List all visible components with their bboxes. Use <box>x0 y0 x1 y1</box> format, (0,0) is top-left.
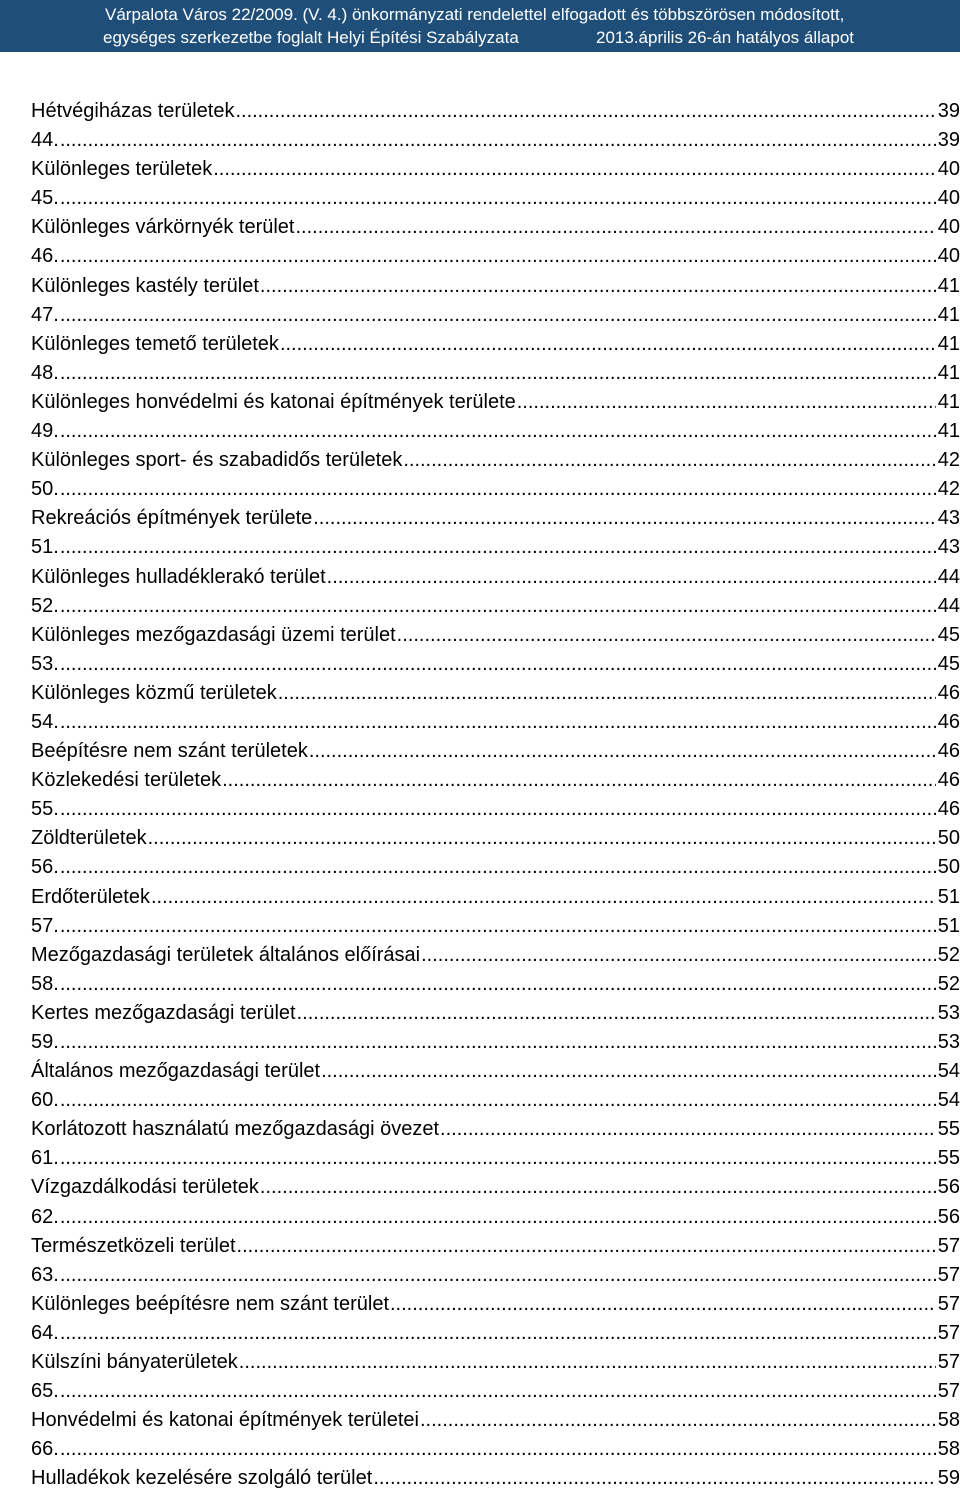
toc-dot-leader <box>60 970 936 999</box>
toc-entry[interactable] <box>31 621 960 650</box>
toc-entry[interactable] <box>31 417 960 446</box>
toc-entry[interactable] <box>31 1173 960 1202</box>
toc-entry-label: 48. <box>31 361 59 384</box>
header-subtitle: egységes szerkezetbe foglalt Helyi Építési Szabályzata <box>103 28 519 47</box>
toc-entry-label: 64. <box>31 1321 59 1344</box>
toc-entry-label: Különleges temető területek <box>31 332 279 355</box>
toc-entry[interactable] <box>31 853 960 882</box>
toc-dot-leader <box>327 563 936 592</box>
toc-entry-page-number: 50 <box>937 827 960 850</box>
toc-entry[interactable] <box>31 301 960 330</box>
toc-entry[interactable] <box>31 1377 960 1406</box>
toc-entry-label: 65. <box>31 1380 59 1403</box>
toc-entry-page-number: 58 <box>937 1438 960 1461</box>
toc-entry-label: 61. <box>31 1147 59 1170</box>
toc-entry-label: 62. <box>31 1205 59 1228</box>
toc-dot-leader <box>60 1028 936 1057</box>
toc-entry-page-number: 57 <box>937 1321 960 1344</box>
toc-dot-leader <box>60 301 936 330</box>
toc-entry[interactable] <box>31 941 960 970</box>
toc-dot-leader <box>239 1348 936 1377</box>
toc-dot-leader <box>60 853 936 882</box>
toc-entry-label: 63. <box>31 1263 59 1286</box>
toc-entry-page-number: 46 <box>937 798 960 821</box>
toc-entry-page-number: 46 <box>937 710 960 733</box>
toc-entry[interactable] <box>31 1086 960 1115</box>
toc-entry-page-number: 41 <box>937 332 960 355</box>
toc-entry[interactable] <box>31 912 960 941</box>
toc-entry[interactable] <box>31 359 960 388</box>
toc-entry-label: 57. <box>31 914 59 937</box>
toc-entry[interactable] <box>31 1464 960 1493</box>
toc-dot-leader <box>213 155 936 184</box>
toc-entry[interactable] <box>31 563 960 592</box>
toc-entry-label: 52. <box>31 594 59 617</box>
toc-entry-page-number: 50 <box>937 856 960 879</box>
toc-entry[interactable] <box>31 1115 960 1144</box>
toc-entry[interactable] <box>31 795 960 824</box>
toc-entry[interactable] <box>31 650 960 679</box>
toc-entry-label: 66. <box>31 1438 59 1461</box>
toc-dot-leader <box>260 272 936 301</box>
toc-entry-label: 45. <box>31 187 59 210</box>
toc-dot-leader <box>60 912 936 941</box>
toc-entry-page-number: 56 <box>937 1205 960 1228</box>
toc-entry-label: Közlekedési területek <box>31 769 222 792</box>
toc-entry[interactable] <box>31 1290 960 1319</box>
toc-dot-leader <box>517 388 936 417</box>
toc-entry-label: Vízgazdálkodási területek <box>31 1176 259 1199</box>
header-line-2 <box>0 26 960 49</box>
toc-dot-leader <box>440 1115 936 1144</box>
toc-entry-page-number: 46 <box>937 681 960 704</box>
toc-dot-leader <box>60 1319 936 1348</box>
toc-entry-label: Hétvégiházas területek <box>31 100 235 122</box>
toc-entry-label: 58. <box>31 972 59 995</box>
toc-entry-page-number: 52 <box>937 972 960 995</box>
toc-entry-page-number: 41 <box>937 390 960 413</box>
toc-entry-label: 44. <box>31 129 59 152</box>
toc-dot-leader <box>295 213 935 242</box>
toc-entry-page-number: 42 <box>937 478 960 501</box>
toc-entry-page-number: 46 <box>937 769 960 792</box>
toc-dot-leader <box>60 1086 936 1115</box>
toc-entry-page-number: 51 <box>937 885 960 908</box>
toc-dot-leader <box>60 126 936 155</box>
toc-entry[interactable] <box>31 388 960 417</box>
toc-entry-label: Zöldterületek <box>31 827 147 850</box>
toc-entry-page-number: 59 <box>937 1467 960 1490</box>
toc-entry-label: 47. <box>31 303 59 326</box>
toc-dot-leader <box>235 97 935 126</box>
toc-entry-page-number: 41 <box>937 361 960 384</box>
toc-entry-page-number: 44 <box>937 565 960 588</box>
toc-entry[interactable] <box>31 475 960 504</box>
toc-entry-label: Kertes mezőgazdasági terület <box>31 1001 296 1024</box>
toc-dot-leader <box>60 795 936 824</box>
table-of-contents <box>31 97 960 1494</box>
toc-dot-leader <box>60 1261 936 1290</box>
toc-entry-page-number: 56 <box>937 1176 960 1199</box>
toc-dot-leader <box>151 883 936 912</box>
toc-entry-page-number: 57 <box>937 1234 960 1257</box>
toc-entry[interactable] <box>31 330 960 359</box>
toc-entry-label: Mezőgazdasági területek általános előírásai <box>31 943 421 966</box>
toc-entry[interactable] <box>31 272 960 301</box>
toc-dot-leader <box>60 475 936 504</box>
toc-entry[interactable] <box>31 883 960 912</box>
toc-entry[interactable] <box>31 1435 960 1464</box>
toc-entry[interactable] <box>31 679 960 708</box>
toc-entry-page-number: 40 <box>937 158 960 181</box>
toc-entry-label: 50. <box>31 478 59 501</box>
toc-entry-label: Különleges hulladéklerakó terület <box>31 565 326 588</box>
toc-entry[interactable] <box>31 766 960 795</box>
toc-entry[interactable] <box>31 126 960 155</box>
toc-dot-leader <box>60 1203 936 1232</box>
toc-entry[interactable] <box>31 155 960 184</box>
toc-entry-page-number: 45 <box>937 652 960 675</box>
header-title: Várpalota Város 22/2009. (V. 4.) önkormányzati rendelettel elfogadott és többszörösen módosított, <box>105 5 845 24</box>
toc-entry-label: Hulladékok kezelésére szolgáló terület <box>31 1467 373 1490</box>
toc-dot-leader <box>420 1406 936 1435</box>
toc-entry-page-number: 41 <box>937 303 960 326</box>
toc-entry-page-number: 46 <box>937 740 960 763</box>
toc-entry[interactable] <box>31 184 960 213</box>
toc-entry[interactable] <box>31 1028 960 1057</box>
toc-entry-page-number: 39 <box>937 100 960 122</box>
toc-entry-page-number: 43 <box>937 507 960 530</box>
toc-entry[interactable] <box>31 999 960 1028</box>
toc-entry-label: Rekreációs építmények területe <box>31 507 313 530</box>
toc-entry-page-number: 40 <box>937 245 960 268</box>
toc-entry-label: Erdőterületek <box>31 885 150 908</box>
toc-dot-leader <box>60 1144 936 1173</box>
toc-entry-page-number: 40 <box>937 216 960 239</box>
toc-entry-label: Korlátozott használatú mezőgazdasági övezet <box>31 1118 440 1141</box>
toc-dot-leader <box>148 824 936 853</box>
toc-dot-leader <box>390 1290 936 1319</box>
toc-entry-label: Külszíni bányaterületek <box>31 1351 238 1374</box>
toc-dot-leader <box>421 941 936 970</box>
toc-entry[interactable] <box>31 1348 960 1377</box>
toc-entry-page-number: 43 <box>937 536 960 559</box>
toc-entry-page-number: 40 <box>937 187 960 210</box>
toc-entry-page-number: 55 <box>937 1147 960 1170</box>
toc-entry-page-number: 44 <box>937 594 960 617</box>
toc-entry-label: Különleges mezőgazdasági üzemi terület <box>31 623 396 646</box>
toc-dot-leader <box>403 446 935 475</box>
toc-entry[interactable] <box>31 97 960 126</box>
toc-entry-label: Különleges várkörnyék terület <box>31 216 295 239</box>
toc-entry-label: Különleges közmű területek <box>31 681 277 704</box>
toc-entry[interactable] <box>31 970 960 999</box>
toc-dot-leader <box>60 184 936 213</box>
toc-entry-label: Különleges kastély terület <box>31 274 259 297</box>
toc-entry-label: 51. <box>31 536 59 559</box>
toc-entry-page-number: 57 <box>937 1292 960 1315</box>
toc-entry-label: 55. <box>31 798 59 821</box>
toc-dot-leader <box>60 417 936 446</box>
toc-dot-leader <box>60 359 936 388</box>
toc-entry-label: 46. <box>31 245 59 268</box>
toc-entry-page-number: 52 <box>937 943 960 966</box>
toc-dot-leader <box>280 330 936 359</box>
header-line-1 <box>0 3 960 26</box>
toc-entry-label: 56. <box>31 856 59 879</box>
toc-entry[interactable] <box>31 1232 960 1261</box>
toc-entry-page-number: 54 <box>937 1089 960 1112</box>
toc-entry[interactable] <box>31 1261 960 1290</box>
toc-entry-page-number: 57 <box>937 1351 960 1374</box>
toc-entry-label: 49. <box>31 420 59 443</box>
toc-dot-leader <box>237 1232 936 1261</box>
toc-entry-page-number: 54 <box>937 1060 960 1083</box>
toc-entry-page-number: 51 <box>937 914 960 937</box>
toc-entry-label: Különleges sport- és szabadidős területek <box>31 449 403 472</box>
toc-entry[interactable] <box>31 592 960 621</box>
header-status: 2013.április 26-án hatályos állapot <box>596 28 855 47</box>
toc-entry[interactable] <box>31 708 960 737</box>
toc-entry[interactable] <box>31 1406 960 1435</box>
toc-entry[interactable] <box>31 737 960 766</box>
toc-dot-leader <box>297 999 936 1028</box>
toc-entry[interactable] <box>31 1144 960 1173</box>
toc-entry-page-number: 42 <box>937 449 960 472</box>
toc-entry-page-number: 39 <box>937 129 960 152</box>
toc-entry-label: Honvédelmi és katonai építmények területei <box>31 1409 419 1432</box>
toc-entry-page-number: 55 <box>937 1118 960 1141</box>
toc-entry-label: Természetközeli terület <box>31 1234 236 1257</box>
toc-dot-leader <box>60 1377 936 1406</box>
page-header <box>0 0 960 52</box>
toc-entry-page-number: 53 <box>937 1031 960 1053</box>
toc-dot-leader <box>278 679 936 708</box>
toc-dot-leader <box>373 1464 935 1493</box>
toc-dot-leader <box>60 533 936 562</box>
toc-dot-leader <box>60 242 936 271</box>
toc-dot-leader <box>260 1173 936 1202</box>
toc-entry[interactable] <box>31 242 960 271</box>
toc-entry-label: 53. <box>31 652 59 675</box>
toc-entry-label: 60. <box>31 1089 59 1112</box>
toc-entry-page-number: 41 <box>937 420 960 443</box>
toc-entry-page-number: 53 <box>937 1001 960 1024</box>
toc-dot-leader <box>60 1435 936 1464</box>
toc-dot-leader <box>60 650 936 679</box>
toc-dot-leader <box>309 737 936 766</box>
toc-dot-leader <box>321 1057 936 1086</box>
toc-entry-label: Általános mezőgazdasági terület <box>31 1060 321 1083</box>
toc-entry[interactable] <box>31 1057 960 1086</box>
toc-entry-label: Beépítésre nem szánt területek <box>31 740 308 763</box>
toc-entry[interactable] <box>31 504 960 533</box>
toc-entry-page-number: 41 <box>937 274 960 297</box>
toc-entry-label: Különleges honvédelmi és katonai építmények területe <box>31 390 516 413</box>
toc-entry-page-number: 58 <box>937 1409 960 1432</box>
toc-dot-leader <box>222 766 936 795</box>
toc-entry[interactable] <box>31 1319 960 1348</box>
toc-entry[interactable] <box>31 213 960 242</box>
toc-entry[interactable] <box>31 533 960 562</box>
toc-dot-leader <box>397 621 936 650</box>
toc-entry[interactable] <box>31 446 960 475</box>
toc-entry-page-number: 57 <box>937 1263 960 1286</box>
toc-entry-page-number: 45 <box>937 623 960 646</box>
toc-entry-page-number: 57 <box>937 1380 960 1403</box>
toc-entry-label: 54. <box>31 710 59 733</box>
toc-dot-leader <box>60 592 936 621</box>
toc-dot-leader <box>313 504 936 533</box>
toc-entry-label: Különleges beépítésre nem szánt terület <box>31 1292 389 1315</box>
toc-entry-label: 59. <box>31 1031 59 1053</box>
toc-dot-leader <box>60 708 936 737</box>
toc-entry[interactable] <box>31 824 960 853</box>
toc-entry-label: Különleges területek <box>31 158 213 181</box>
toc-entry[interactable] <box>31 1203 960 1232</box>
